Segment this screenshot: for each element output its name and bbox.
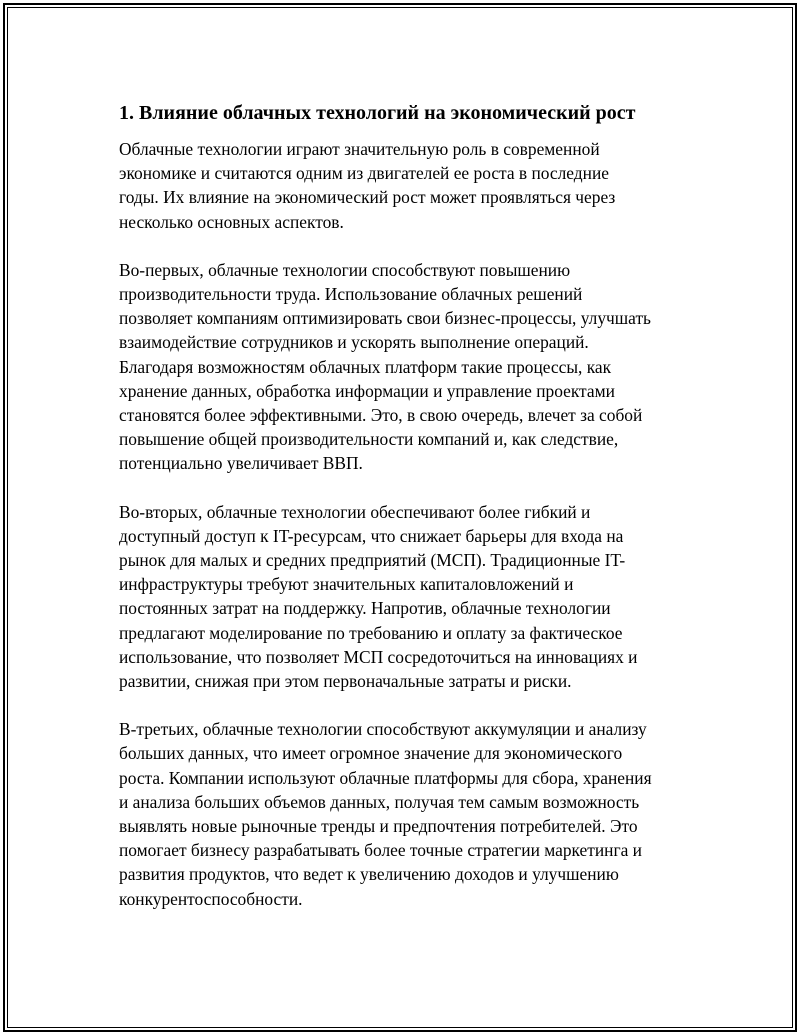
paragraph-third: В-третьих, облачные технологии способствуют аккумуляции и анализу больших данных, что имеет огромное значение для экономического роста. Компании используют облачные платформы для сбора, хранения и анализа больших объемов данных, получая тем самым возможность выявлять новые рыночные тренды и предпочтения потребителей. Это помогает бизнесу разрабатывать более точные стратегии маркетинга и развития продуктов, что ведет к увеличению доходов и улучшению конкурентоспособности.	[119, 719, 652, 909]
section-title: 1. Влияние облачных технологий на экономический рост	[119, 102, 636, 124]
paragraph-first: Во-первых, облачные технологии способствуют повышению производительности труда. Использование облачных решений позволяет компаниям оптимизировать свои бизнес-процессы, улучшать взаимодействие сотрудников и ускорять выполнение операций. Благодаря возможностям облачных платформ такие процессы, как хранение данных, обработка информации и управление проектами становятся более эффективными. Это, в свою очередь, влечет за собой повышение общей производительности компаний и, как следствие, потенциально увеличивает ВВП.	[119, 259, 651, 474]
document-page	[3, 3, 797, 1032]
paragraph-second: Во-вторых, облачные технологии обеспечивают более гибкий и доступный доступ к IT-ресурсам, что снижает барьеры для входа на рынок для малых и средних предприятий (МСП). Традиционные IT- инфраструктуры требуют значительных капиталовложений и постоянных затрат на поддержку. Напротив, облачные технологии предлагают моделирование по требованию и оплату за фактическое использование, что позволяет МСП сосредоточиться на инновациях и развитии, снижая при этом первоначальные затраты и риски.	[119, 501, 638, 692]
paragraph-intro: Облачные технологии играют значительную роль в современной экономике и считаются одним из двигателей ее роста в последние годы. Их влияние на экономический рост может проявляться через несколько основных аспектов.	[119, 139, 616, 232]
document-content	[119, 99, 699, 911]
